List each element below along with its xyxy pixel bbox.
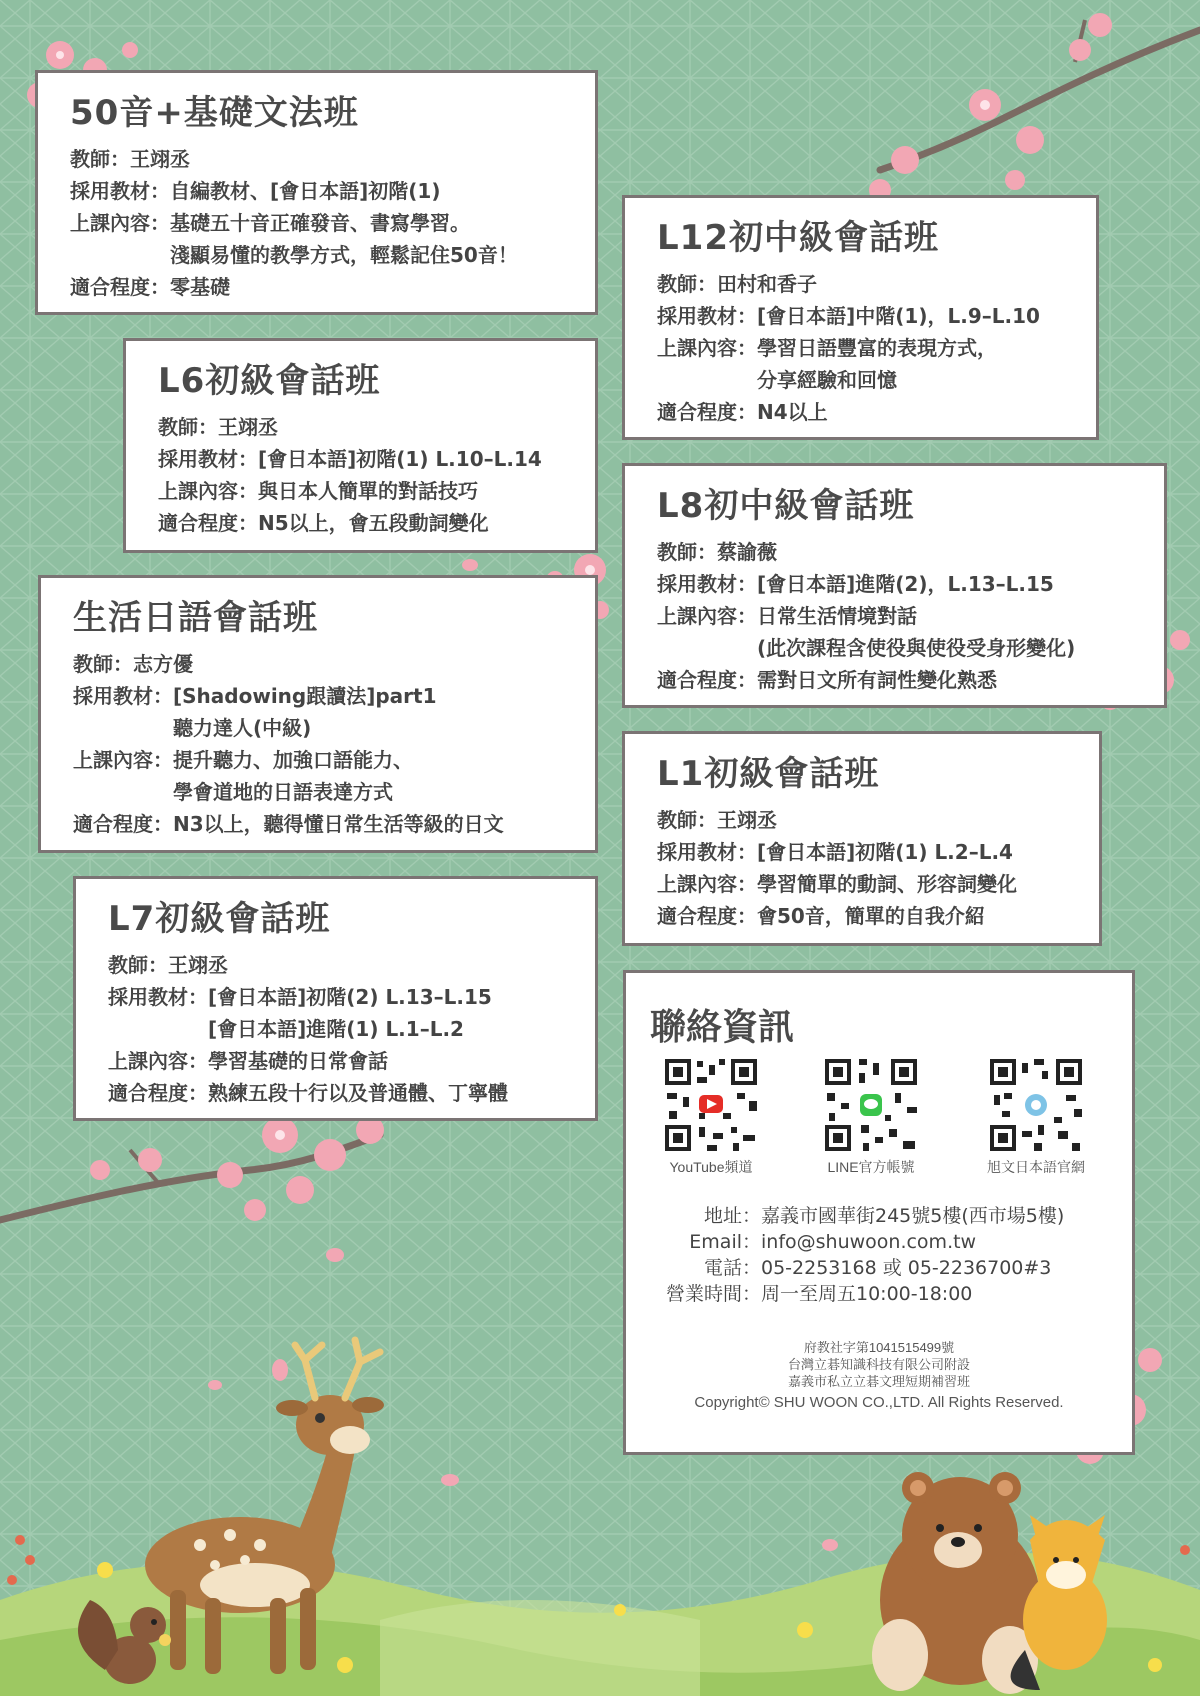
level-row: 適合程度： 零基礎 bbox=[70, 275, 230, 299]
qr-code-icon bbox=[988, 1057, 1084, 1153]
textbook-row: 採用教材： [會日本語]初階(1) L.10–L.14 bbox=[158, 447, 542, 471]
qr-code-icon bbox=[663, 1057, 759, 1153]
class-card-l8 bbox=[622, 463, 1167, 708]
contact-title: 聯絡資訊 bbox=[650, 1007, 795, 1048]
qr-caption: LINE官方帳號 bbox=[827, 1159, 915, 1175]
textbook-row: 採用教材： [Shadowing跟讀法]part1 聽力達人(中級) bbox=[73, 684, 437, 740]
hours-line: 營業時間： 周一至周五10:00-18:00 bbox=[665, 1283, 973, 1305]
contact-info bbox=[656, 1203, 1064, 1307]
email-line[interactable]: Email： info@shuwoon.com.tw bbox=[689, 1231, 977, 1253]
qr-caption: YouTube頻道 bbox=[669, 1159, 753, 1175]
level-row: 適合程度： N3以上，聽得懂日常生活等級的日文 bbox=[73, 812, 504, 836]
teacher-row: 教師： 蔡諭薇 bbox=[657, 540, 777, 564]
teacher-row: 教師： 王翊丞 bbox=[158, 415, 278, 439]
class-title: L7初級會話班 bbox=[108, 899, 331, 939]
level-row: 適合程度： N4以上 bbox=[657, 400, 828, 424]
class-card-daily bbox=[38, 575, 598, 853]
contact-card bbox=[623, 970, 1135, 1455]
level-row: 適合程度： N5以上，會五段動詞變化 bbox=[158, 511, 489, 535]
address-line: 地址： 嘉義市國華街245號5樓(西市場5樓) bbox=[703, 1205, 1065, 1227]
footer bbox=[626, 1339, 1132, 1411]
content-row: 上課內容： 學習基礎的日常會話 bbox=[108, 1049, 388, 1073]
class-card-l1 bbox=[622, 731, 1102, 946]
level-row: 適合程度： 需對日文所有詞性變化熟悉 bbox=[657, 668, 997, 692]
class-title: L1初級會話班 bbox=[657, 754, 880, 794]
content-row: 上課內容： 學習日語豐富的表現方式， 分享經驗和回憶 bbox=[657, 336, 997, 392]
teacher-row: 教師： 田村和香子 bbox=[657, 272, 817, 296]
textbook-row: 採用教材： [會日本語]進階(2)，L.13–L.15 bbox=[657, 572, 1054, 596]
level-row: 適合程度： 熟練五段十行以及普通體、丁寧體 bbox=[108, 1081, 508, 1105]
class-title: L12初中級會話班 bbox=[657, 218, 939, 258]
content-row: 上課內容： 日常生活情境對話 (此次課程含使役與使役受身形變化) bbox=[657, 604, 1076, 660]
content-row: 上課內容： 學習簡單的動詞、形容詞變化 bbox=[657, 872, 1017, 896]
teacher-row: 教師： 志方優 bbox=[73, 652, 193, 676]
school-line: 嘉義市私立立碁文理短期補習班 bbox=[787, 1374, 970, 1389]
teacher-row: 教師： 王翊丞 bbox=[657, 808, 777, 832]
level-row: 適合程度： 會50音，簡單的自我介紹 bbox=[657, 904, 985, 928]
qr-youtube[interactable] bbox=[646, 1057, 776, 1177]
textbook-row: 採用教材： [會日本語]中階(1)，L.9–L.10 bbox=[657, 304, 1040, 328]
qr-line[interactable] bbox=[806, 1057, 936, 1177]
class-card-50on bbox=[35, 70, 598, 315]
license-line: 府教社字第1041515499號 bbox=[803, 1340, 955, 1355]
class-title: 生活日語會話班 bbox=[73, 598, 318, 638]
class-title: 50音+基礎文法班 bbox=[70, 93, 359, 133]
content-row: 上課內容： 基礎五十音正確發音、書寫學習。 淺顯易懂的教學方式，輕鬆記住50音！ bbox=[70, 211, 518, 267]
company-line: 台灣立碁知識科技有限公司附設 bbox=[787, 1357, 970, 1372]
content-row: 上課內容： 與日本人簡單的對話技巧 bbox=[158, 479, 478, 503]
textbook-row: 採用教材： 自編教材、[會日本語]初階(1) bbox=[70, 179, 441, 203]
qr-website[interactable] bbox=[971, 1057, 1101, 1177]
class-title: L8初中級會話班 bbox=[657, 486, 915, 526]
copyright: Copyright© SHU WOON CO.,LTD. All Rights Reserved. bbox=[694, 1394, 1064, 1411]
teacher-row: 教師： 王翊丞 bbox=[108, 953, 228, 977]
phone-line[interactable]: 電話： 05-2253168 或 05-2236700#3 bbox=[703, 1257, 1052, 1279]
qr-code-icon bbox=[823, 1057, 919, 1153]
class-title: L6初級會話班 bbox=[158, 361, 381, 401]
textbook-row: 採用教材： [會日本語]初階(2) L.13–L.15 [會日本語]進階(1) L.1–L.2 bbox=[108, 985, 492, 1041]
textbook-row: 採用教材： [會日本語]初階(1) L.2–L.4 bbox=[657, 840, 1013, 864]
teacher-row: 教師： 王翊丞 bbox=[70, 147, 190, 171]
content-row: 上課內容： 提升聽力、加強口語能力、 學會道地的日語表達方式 bbox=[73, 748, 413, 804]
class-card-l7 bbox=[73, 876, 598, 1121]
class-card-l6 bbox=[123, 338, 598, 553]
qr-caption: 旭文日本語官網 bbox=[987, 1159, 1085, 1175]
class-card-l12 bbox=[622, 195, 1099, 440]
